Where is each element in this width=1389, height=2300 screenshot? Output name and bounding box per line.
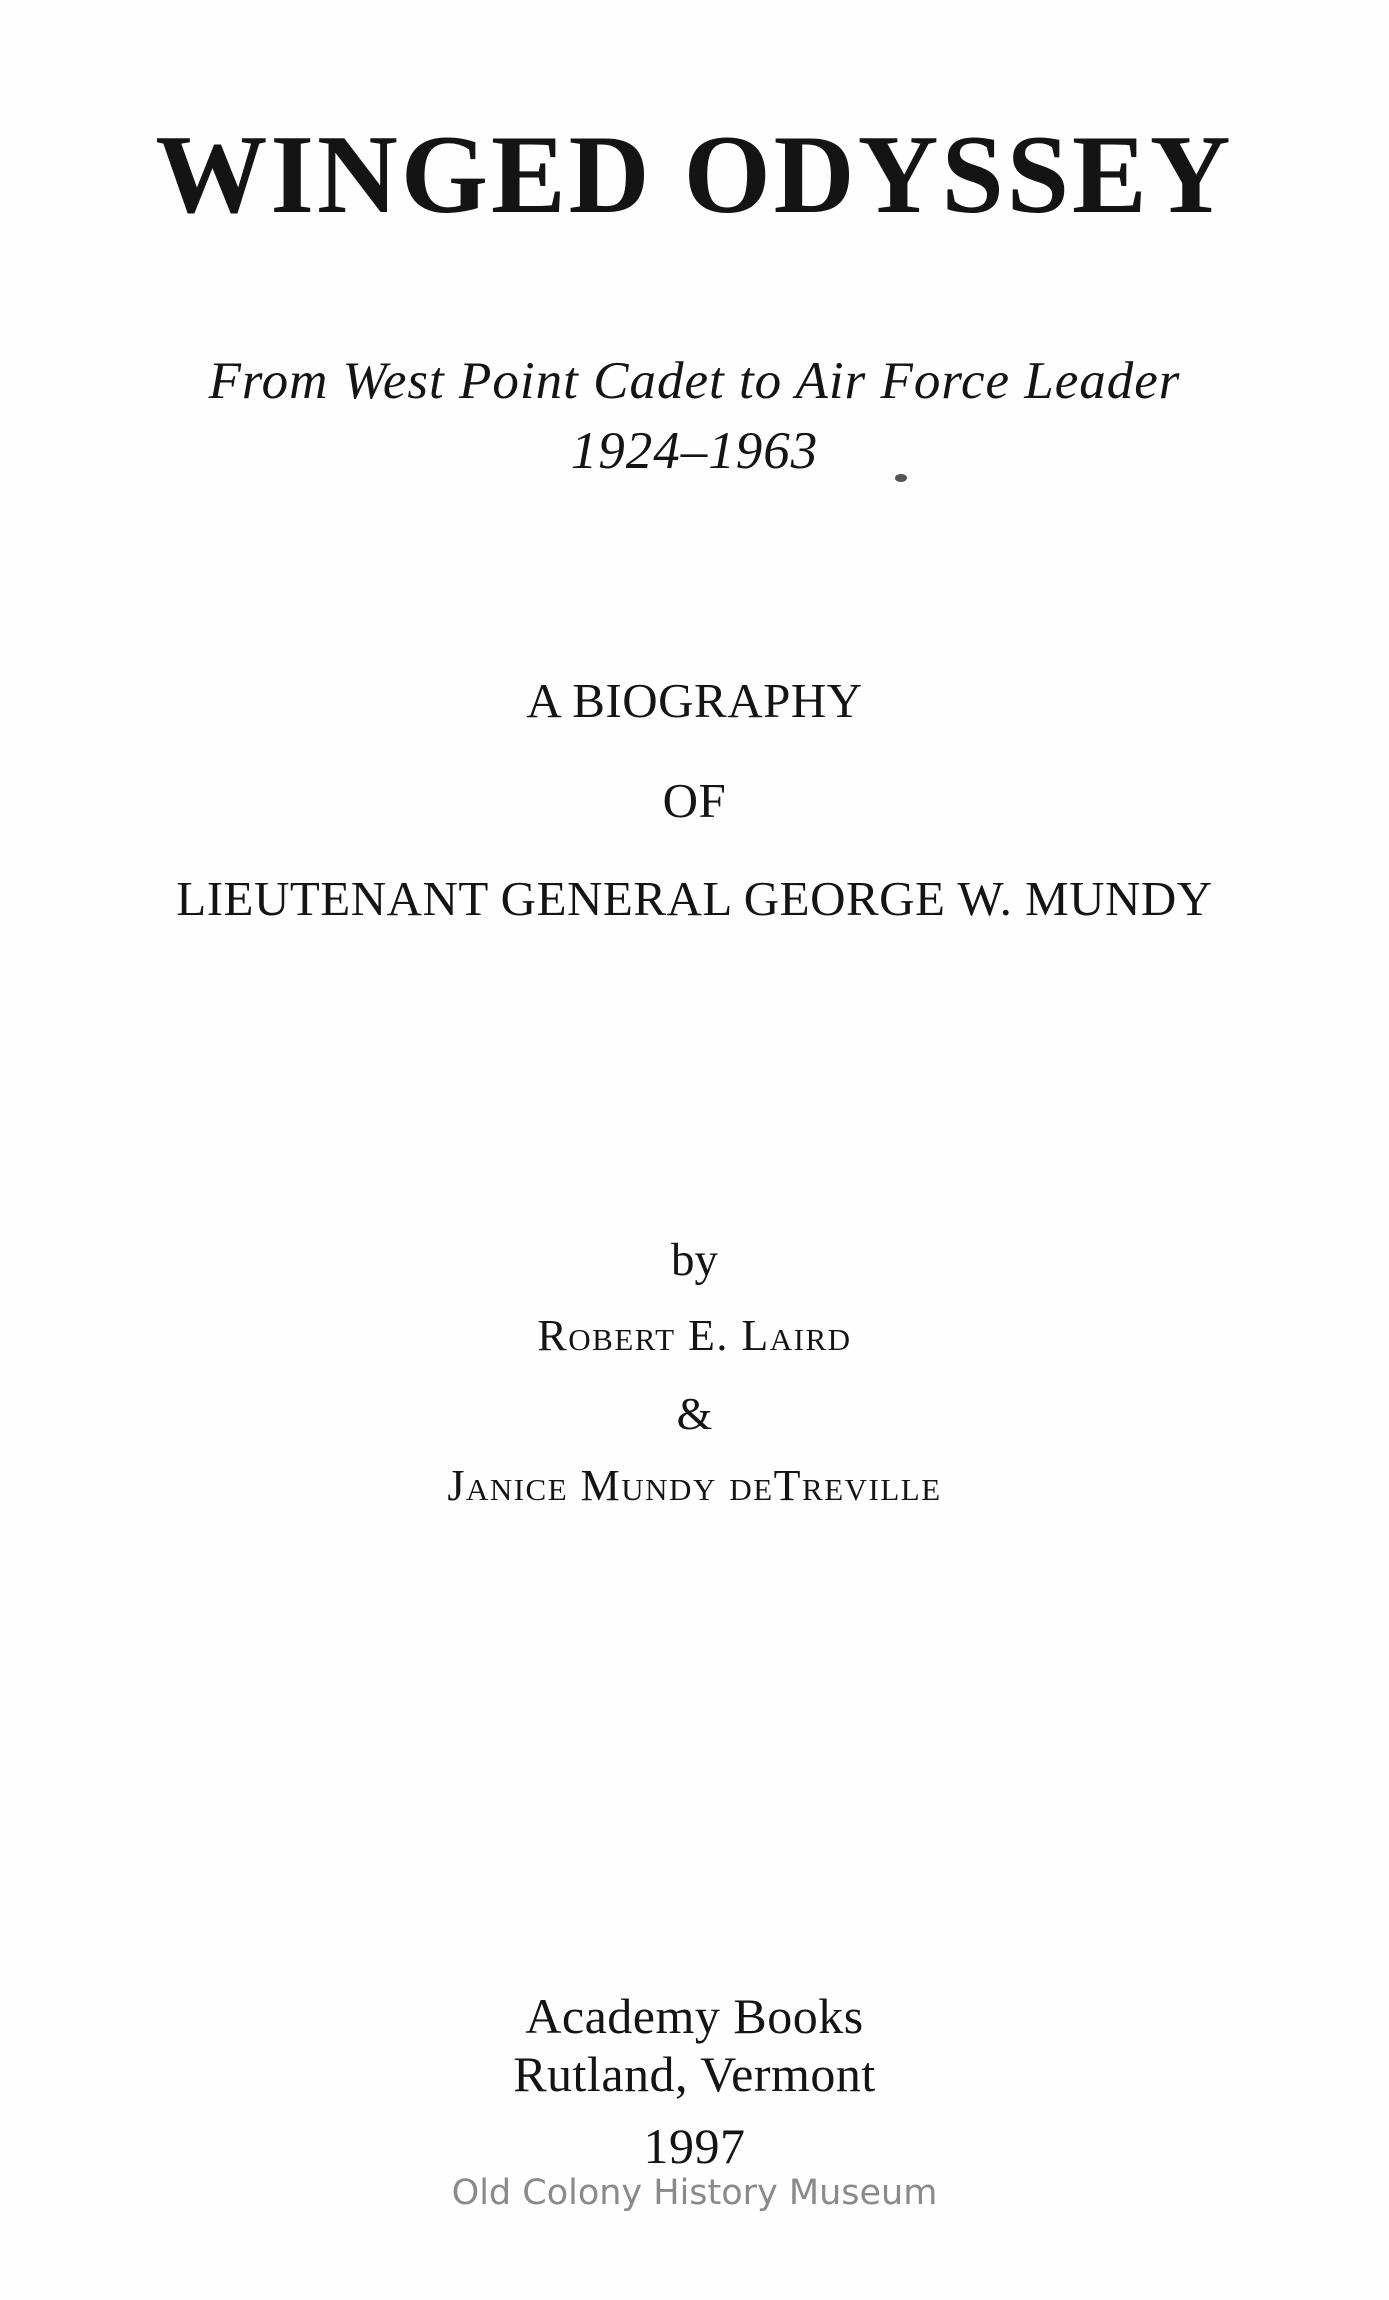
- biography-subject: LIEUTENANT GENERAL GEORGE W. MUNDY: [176, 871, 1213, 926]
- book-years: 1924–1963: [570, 422, 819, 480]
- museum-watermark: Old Colony History Museum: [451, 2173, 938, 2213]
- publication-year: 1997: [643, 2118, 746, 2174]
- author-ampersand: &: [676, 1388, 713, 1439]
- publisher-name: Academy Books: [525, 1988, 864, 2044]
- author-2: Janice Mundy deTreville: [447, 1461, 942, 1510]
- author-1: Robert E. Laird: [537, 1311, 852, 1360]
- publisher-location: Rutland, Vermont: [513, 2046, 876, 2102]
- ink-speck: [895, 474, 907, 482]
- biography-line-1: A BIOGRAPHY: [526, 673, 863, 728]
- by-label: by: [671, 1234, 718, 1286]
- biography-line-2: OF: [662, 773, 727, 828]
- book-subtitle: From West Point Cadet to Air Force Leader: [208, 352, 1181, 410]
- book-title: WINGED ODYSSEY: [155, 113, 1234, 237]
